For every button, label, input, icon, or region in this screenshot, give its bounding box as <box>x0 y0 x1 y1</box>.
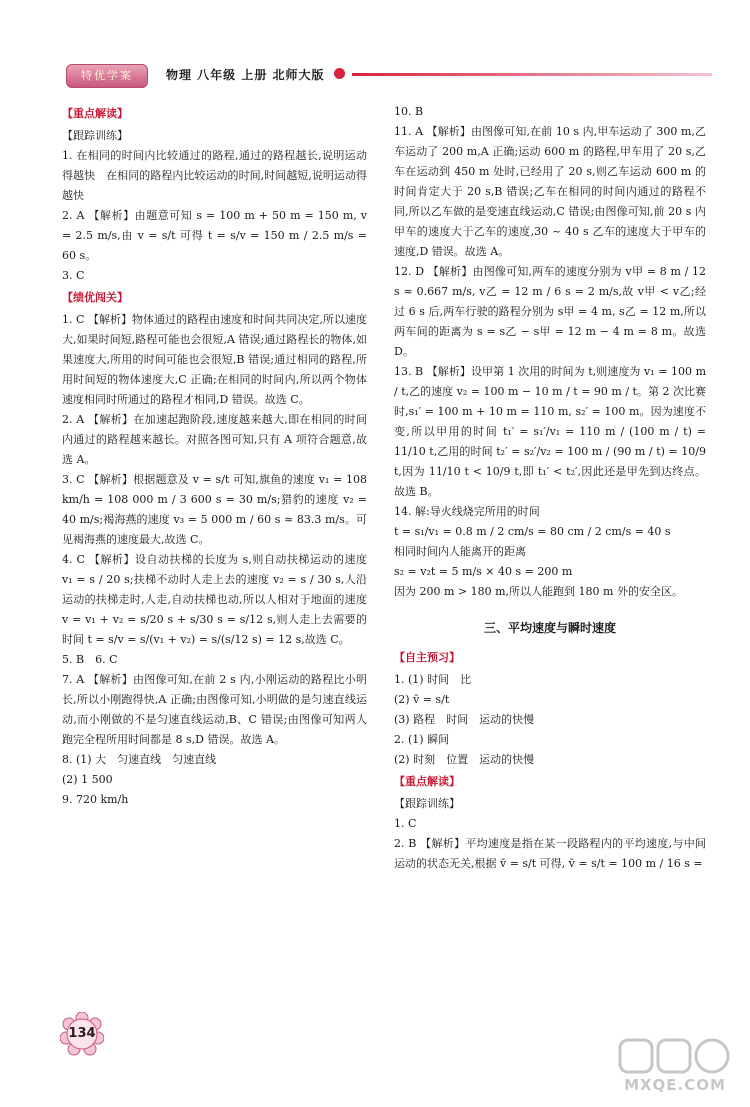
answer-paragraph: 13. B 【解析】设甲第 1 次用的时间为 t,则速度为 v₁ = 100 m / t,乙的速度 v₂ = 100 m − 10 m / t = 90 m / t。第 2 次比赛时,s₁′ = 100 m + 10 m = 110 m, s₂′ = 100 m。因为速度不变,所以甲用的时间 t₁′ = s₁′/v₁ = 110 m / (100 m / t) = 11/10 t,乙用的时间 t₂′ = s₂′/v₂ = 100 m / (90 m / t) = 10/9 t,因为 11/10 t < 10/9 t,即 t₁′ < t₂′,因此还是甲先到达终点。故选 B。 <box>394 365 706 498</box>
answer-paragraph: 8. (1) 大 匀速直线 匀速直线 <box>62 753 217 766</box>
answer-paragraph: 4. C 【解析】设自动扶梯的长度为 s,则自动扶梯运动的速度 v₁ = s / 20 s;扶梯不动时人走上去的速度 v₂ = s / 30 s,人沿运动的扶梯走时,人走,自动扶梯也动,所以人相对于地面的速度 v = v₁ + v₂ = s/20 s + s/30 s = s/12 s,则人走上去需要的时间 t = s/v = s/(v₁ + v₂) = s/(s/12 s) = 12 s,故选 C。 <box>62 553 367 646</box>
watermark-logo <box>616 1036 734 1078</box>
answer-paragraph: 1. (1) 时间 比 <box>394 673 472 686</box>
page-number-badge <box>60 1012 104 1056</box>
answer-paragraph: 2. B 【解析】平均速度是指在某一段路程内的平均速度,与中间运动的状态无关,根据 v̄ = s/t 可得, v̄ = s/t = 100 m / 16 s = <box>394 837 706 870</box>
left-column <box>62 102 367 810</box>
section-tag: 【重点解读】 <box>62 107 128 120</box>
brand-text: 特优学案 <box>81 69 133 82</box>
answer-paragraph: 11. A 【解析】由图像可知,在前 10 s 内,甲车运动了 300 m,乙车运动了 200 m,A 正确;运动 600 m 的路程,甲车用了 20 s,乙车在运动到 450 m 处时,已经用了 20 s,则乙车运动 600 m 的时间肯定大于 20 s,B 错误;乙车在相同的时间内通过的路程不同,所以乙车做的是变速直线运动,C 错误;由图像可知,前 20 s 内甲车的速度大于乙车的速度,30 ~ 40 s 乙车的速度大于甲车的速度,D 错误。故选 A。 <box>394 125 706 258</box>
brand-badge <box>66 64 148 88</box>
header-rule <box>352 73 712 76</box>
answer-paragraph: 14. 解:导火线烧完所用的时间 <box>394 505 540 518</box>
answer-paragraph: 1. C <box>394 817 417 830</box>
section-tag: 【重点解读】 <box>394 775 460 788</box>
section-title: 三、平均速度与瞬时速度 <box>483 621 616 635</box>
book-title: 物理 八年级 上册 北师大版 <box>166 68 325 82</box>
answer-paragraph: 2. A 【解析】由题意可知 s = 100 m + 50 m = 150 m, v = 2.5 m/s,由 v = s/t 可得 t = s/v = 150 m / 2.5 m/s = 60 s。 <box>62 209 367 262</box>
answer-paragraph: s₂ = v₂t = 5 m/s × 40 s = 200 m <box>394 565 573 578</box>
right-column <box>394 102 706 874</box>
answer-paragraph: 【跟踪训练】 <box>394 797 460 810</box>
answer-paragraph: t = s₁/v₁ = 0.8 m / 2 cm/s = 80 cm / 2 cm/s = 40 s <box>394 525 671 538</box>
answer-paragraph: 7. A 【解析】由图像可知,在前 2 s 内,小刚运动的路程比小明长,所以小刚跑得快,A 正确;由图像可知,小明做的是匀速直线运动,而小刚做的不是匀速直线运动,B、C 错误;由图像可知两人跑完全程所用时间都是 8 s,D 错误。故选 A。 <box>62 673 367 746</box>
answer-paragraph: 1. C 【解析】物体通过的路程由速度和时间共同决定,所以速度大,如果时间短,路程可能也会很短,A 错误;通过路程长的物体,如果速度大,所用的时间可能也会很短,B 错误;通过相同的路程,所用时间短的物体速度大,C 正确;在相同的时间内,所以两个物体速度相同时所通过的路程才相同,D 错误。故选 C。 <box>62 313 367 406</box>
answer-paragraph: (2) v̄ = s/t <box>394 693 450 706</box>
answer-paragraph: 相同时间内人能离开的距离 <box>394 545 526 558</box>
answer-paragraph: 1. 在相同的时间内比较通过的路程,通过的路程越长,说明运动得越快 在相同的路程内比较运动的时间,时间越短,说明运动得越快 <box>62 149 367 202</box>
page-number: 134 <box>68 1026 96 1041</box>
answer-paragraph: (2) 时刻 位置 运动的快慢 <box>394 753 535 766</box>
section-tag: 【自主预习】 <box>394 651 460 664</box>
answer-paragraph: 10. B <box>394 105 424 118</box>
answer-paragraph: 3. C <box>62 269 85 282</box>
answer-paragraph: 9. 720 km/h <box>62 793 129 806</box>
header-dot-icon <box>334 68 345 79</box>
answer-paragraph: 3. C 【解析】根据题意及 v = s/t 可知,旗鱼的速度 v₁ = 108 km/h = 108 000 m / 3 600 s = 30 m/s;猎豹的速度 v₂ = 40 m/s;褐海燕的速度 v₃ = 5 000 m / 60 s ≈ 83.3 m/s。可见褐海燕的速度最大,故选 C。 <box>62 473 367 546</box>
answer-paragraph: (2) 1 500 <box>62 773 113 786</box>
section-tag: 【绩优闯关】 <box>62 291 128 304</box>
page-header <box>62 58 712 92</box>
watermark <box>616 1036 734 1096</box>
answer-paragraph: 12. D 【解析】由图像可知,两车的速度分别为 v甲 = 8 m / 12 s ≈ 0.667 m/s, v乙 = 12 m / 6 s = 2 m/s,故 v甲 < v乙;经过 6 s 后,两车行驶的路程分别为 s甲 = 4 m, s乙 = 12 m,所以两车间的距离为 s = s乙 − s甲 = 12 m − 4 m = 8 m。故选 D。 <box>394 265 706 358</box>
answer-paragraph: 因为 200 m > 180 m,所以人能跑到 180 m 外的安全区。 <box>394 585 683 598</box>
watermark-url: MXQE.COM <box>624 1076 726 1094</box>
answer-paragraph: 5. B 6. C <box>62 653 118 666</box>
answer-paragraph: 2. A 【解析】在加速起跑阶段,速度越来越大,即在相同的时间内通过的路程越来越长。对照各图可知,只有 A 项符合题意,故选 A。 <box>62 413 367 466</box>
answer-paragraph: 2. (1) 瞬间 <box>394 733 450 746</box>
answer-paragraph: 【跟踪训练】 <box>62 129 128 142</box>
answer-paragraph: (3) 路程 时间 运动的快慢 <box>394 713 535 726</box>
